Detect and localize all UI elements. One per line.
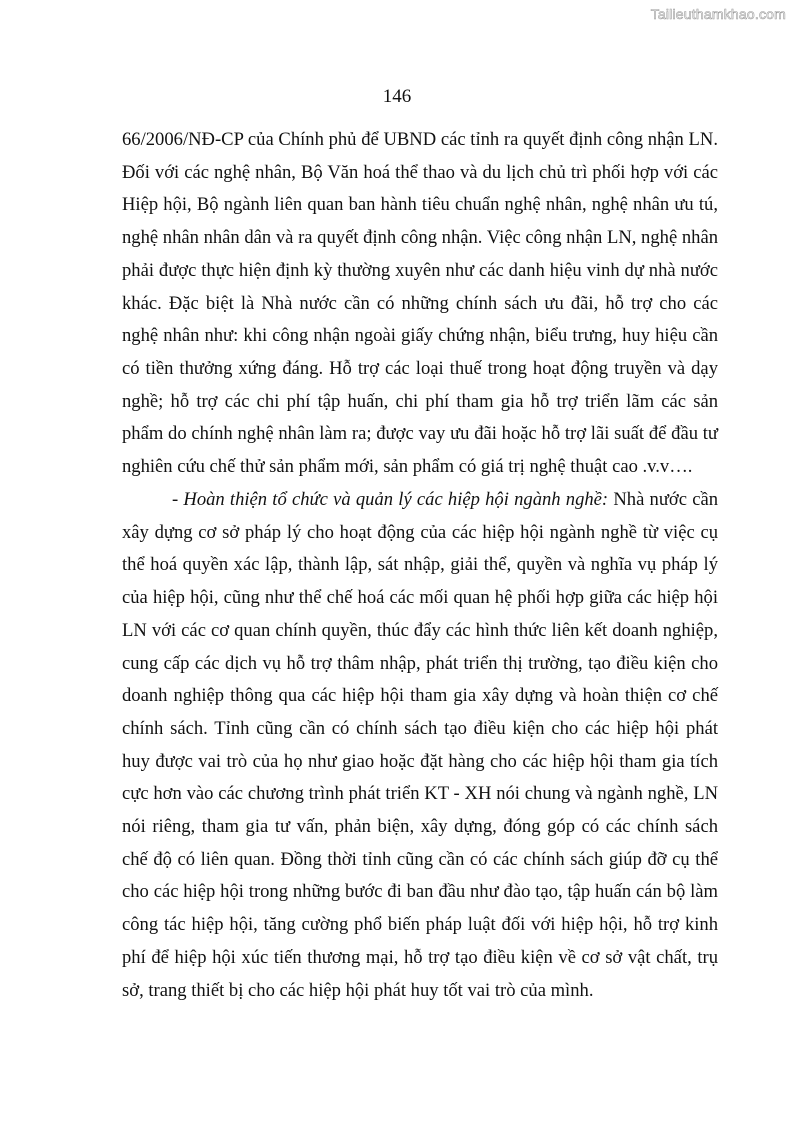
paragraph-1-text: 66/2006/NĐ-CP của Chính phủ để UBND các tỉnh ra quyết định công nhận LN. Đối với các nghệ nhân, Bộ Văn hoá thể thao và du lịch chủ trì phối hợp với các Hiệp hội, Bộ ngành liên quan ban hành tiêu chuẩn nghệ nhân, nghệ nhân ưu tú, nghệ nhân nhân dân và ra quyết định công nhận. Việc công nhận LN, nghệ nhân phải được thực hiện định kỳ thường xuyên như các danh hiệu vinh dự nhà nước khác. Đặc biệt là Nhà nước cần có những chính sách ưu đãi, hỗ trợ cho các nghệ nhân như: khi công nhận ngoài giấy chứng nhận, biểu trưng, huy hiệu cần có tiền thưởng xứng đáng. Hỗ trợ các loại thuế trong hoạt động truyền và dạy nghề; hỗ trợ các chi phí tập huấn, chi phí tham gia hỗ trợ triển lãm các sản phẩm do chính nghệ nhân làm ra; được vay ưu đãi hoặc hỗ trợ lãi suất để đầu tư nghiên cứu chế thử sản phẩm mới, sản phẩm có giá trị nghệ thuật cao .v.v…. xyxy=(122,129,718,478)
watermark: Tailieuthamkhao.com xyxy=(650,6,786,22)
page-number: 146 xyxy=(382,86,412,107)
paragraph-2-text: Nhà nước cần xây dựng cơ sở pháp lý cho hoạt động của các hiệp hội ngành nghề từ việc cụ thể hoá quyền xác lập, thành lập, sát nhập, giải thể, quyền và nghĩa vụ pháp lý của hiệp hội, cũng như thể chế hoá các mối quan hệ phối hợp giữa các hiệp hội LN với các cơ quan chính quyền, thúc đẩy các hình thức liên kết doanh nghiệp, cung cấp các dịch vụ hỗ trợ thâm nhập, phát triển thị trường, tạo điều kiện cho doanh nghiệp thông qua các hiệp hội tham gia xây dựng và hoàn thiện cơ chế chính sách. Tỉnh cũng cần có chính sách tạo điều kiện cho các hiệp hội phát huy được vai trò của họ như giao hoặc đặt hàng cho các hiệp hội tham gia tích cực hơn vào các chương trình phát triển KT - XH nói chung và ngành nghề, LN nói riêng, tham gia tư vấn, phản biện, xây dựng, đóng góp có các chính sách chế độ có liên quan. Đồng thời tỉnh cũng cần có các chính sách giúp đỡ cụ thể cho các hiệp hội trong những bước đi ban đầu như đào tạo, tập huấn cán bộ làm công tác hiệp hội, tăng cường phổ biến pháp luật đối với hiệp hội, hỗ trợ kinh phí để hiệp hội xúc tiến thương mại, hỗ trợ tạo điều kiện về cơ sở vật chất, trụ sở, trang thiết bị cho các hiệp hội phát huy tốt vai trò của mình. xyxy=(122,489,719,1001)
paragraph-2-italic-heading: - Hoàn thiện tổ chức và quản lý các hiệp hội ngành nghề: xyxy=(172,489,609,510)
body-paragraph-2 xyxy=(122,484,718,1007)
body-paragraph-1 xyxy=(122,124,718,484)
